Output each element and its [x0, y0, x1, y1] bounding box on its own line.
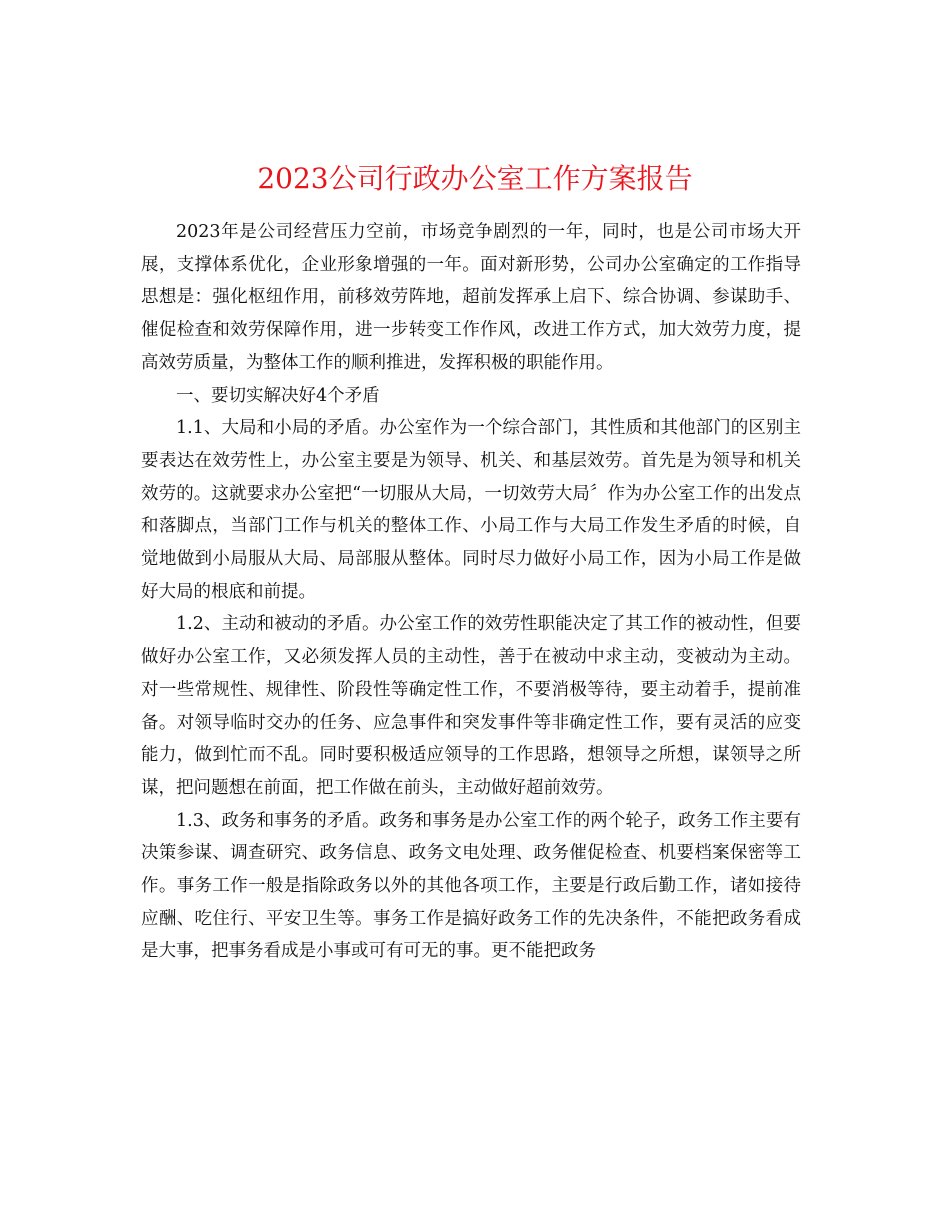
section-heading: 一、要切实解决好4个矛盾 — [176, 385, 380, 406]
paragraph-1-3: 1.3、政务和事务的矛盾。政务和事务是办公室工作的两个轮子，政务工作主要有决策参谋、调查研究、政务信息、政务文电处理、政务催促检查、机要档案保密等工作。事务工作一般是指除政务以外的其他各项工作，主要是行政后勤工作，诸如接待应酬、吃住行、平安卫生等。事务工作是搞好政务工作的先决条件，不能把政务看成是大事，把事务看成是小事或可有可无的事。更不能把政务 — [141, 810, 801, 962]
paragraph-1-2: 1.2、主动和被动的矛盾。办公室工作的效劳性职能决定了其工作的被动性，但要做好办公室工作，又必须发挥人员的主动性，善于在被动中求主动，变被动为主动。对一些常规性、规律性、阶段性等确定性工作，不要消极等待，要主动着手，提前准备。对领导临时交办的任务、应急事件和突发事件等非确定性工作，要有灵活的应变能力，做到忙而不乱。同时要积极适应领导的工作思路，想领导之所想，谋领导之所谋，把问题想在前面，把工作做在前头，主动做好超前效劳。 — [141, 614, 801, 798]
document-title: 2023公司行政办公室工作方案报告 — [257, 161, 693, 195]
intro-paragraph: 2023年是公司经营压力空前，市场竞争剧烈的一年，同时，也是公司市场大开展，支撑体系优化，企业形象增强的一年。面对新形势，公司办公室确定的工作指导思想是：强化枢纽作用，前移效劳阵地，超前发挥承上启下、综合协调、参谋助手、催促检查和效劳保障作用，进一步转变工作作风，改进工作方式，加大效劳力度，提高效劳质量，为整体工作的顺利推进，发挥积极的职能作用。 — [141, 222, 801, 373]
document-body — [141, 216, 801, 968]
paragraph-1-1: 1.1、大局和小局的矛盾。办公室作为一个综合部门，其性质和其他部门的区别主要表达在效劳性上，办公室主要是为领导、机关、和基层效劳。首先是为领导和机关效劳的。这就要求办公室把“一切服从大局，一切效劳大局〞作为办公室工作的出发点和落脚点，当部门工作与机关的整体工作、小局工作与大局工作发生矛盾的时候，自觉地做到小局服从大局、局部服从整体。同时尽力做好小局工作，因为小局工作是做好大局的根底和前提。 — [141, 418, 801, 602]
